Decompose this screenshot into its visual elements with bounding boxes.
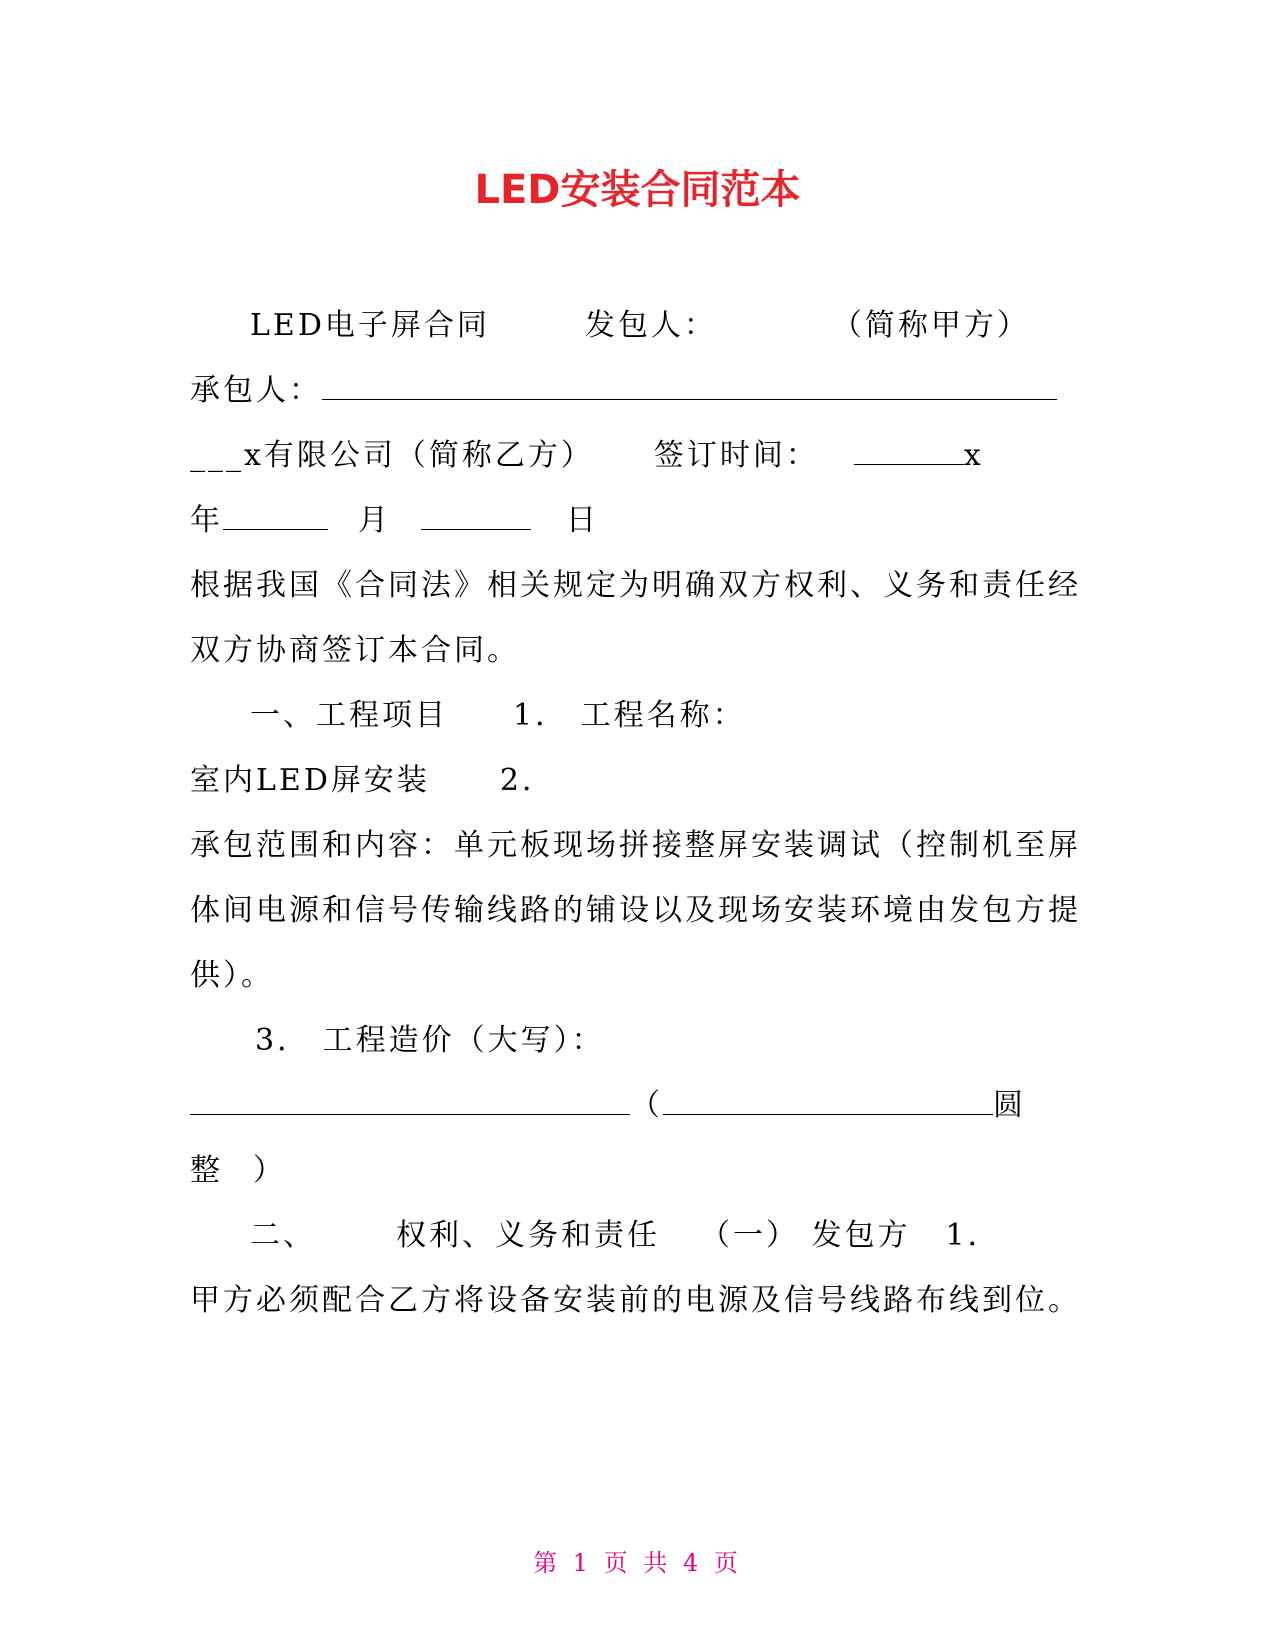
- employer-abbr: （简称甲方）: [831, 308, 1030, 343]
- line-price-blanks: [190, 1073, 1090, 1138]
- line-section2: [190, 1203, 1090, 1268]
- page-footer: 第 1 页 共 4 页: [533, 1549, 742, 1577]
- sign-year-blank: [854, 426, 964, 465]
- section1-heading: 一、工程项目: [250, 698, 448, 733]
- sub-section-1: （一） 发包方: [700, 1218, 911, 1253]
- document-title: LED安装合同范本: [474, 167, 801, 213]
- line-project-name: [190, 748, 1090, 813]
- preamble-line-1: 根据我国《合同法》相关规定为明确双方权利、义务和责任经: [190, 568, 1081, 603]
- scope-line-3: 供）。: [190, 958, 274, 993]
- month-label: 月: [358, 503, 391, 538]
- month-blank: [421, 491, 531, 530]
- contractor-label: 承包人：: [190, 373, 322, 408]
- contractor-blank: [322, 361, 1057, 400]
- project-name: 室内LED屏安装: [190, 763, 430, 798]
- year-blank: [223, 491, 328, 530]
- day-label: 日: [566, 503, 599, 538]
- line-zheng: [190, 1138, 1090, 1203]
- zheng-label: 整: [190, 1153, 223, 1188]
- line-contractor: [190, 358, 1090, 423]
- preamble-line-2: 双方协商签订本合同。: [190, 633, 520, 668]
- line-item3: [190, 1008, 1090, 1073]
- scope-line-2: 体间电源和信号传输线路的铺设以及现场安装环境由发包方提: [190, 893, 1081, 928]
- item2: 2．: [499, 763, 555, 798]
- price-number-blank: [663, 1076, 993, 1115]
- contract-name: LED电子屏合同: [250, 308, 490, 343]
- company-suffix: x有限公司（简称乙方）: [244, 438, 594, 473]
- line-date: [190, 488, 1090, 553]
- paren-close: ）: [253, 1153, 286, 1188]
- price-words-blank: [190, 1076, 630, 1115]
- year-x: x: [963, 438, 984, 473]
- line-contract-header: [190, 293, 1090, 358]
- document-body: [190, 293, 1090, 1333]
- item3: 3． 工程造价（大写）：: [255, 1023, 605, 1058]
- line-company: [190, 423, 1090, 488]
- yuan-label: 圆: [993, 1088, 1026, 1123]
- scope-line-1: 承包范围和内容：单元板现场拼接整屏安装调试（控制机至屏: [190, 828, 1081, 863]
- line-section1: [190, 683, 1090, 748]
- section2-heading: 二、: [250, 1218, 316, 1253]
- section2-title: 权利、义务和责任: [396, 1218, 660, 1253]
- sign-time-label: 签订时间：: [653, 438, 819, 473]
- duty-line-1: 甲方必须配合乙方将设备安装前的电源及信号线路布线到位。: [190, 1283, 1081, 1318]
- employer-label: 发包人：: [584, 308, 717, 343]
- year-label: 年: [190, 503, 223, 538]
- company-prefix: ___: [190, 438, 244, 473]
- paren-open: （: [630, 1088, 663, 1123]
- sub1-item1: 1．: [945, 1218, 1001, 1253]
- item1: 1． 工程名称：: [513, 698, 746, 733]
